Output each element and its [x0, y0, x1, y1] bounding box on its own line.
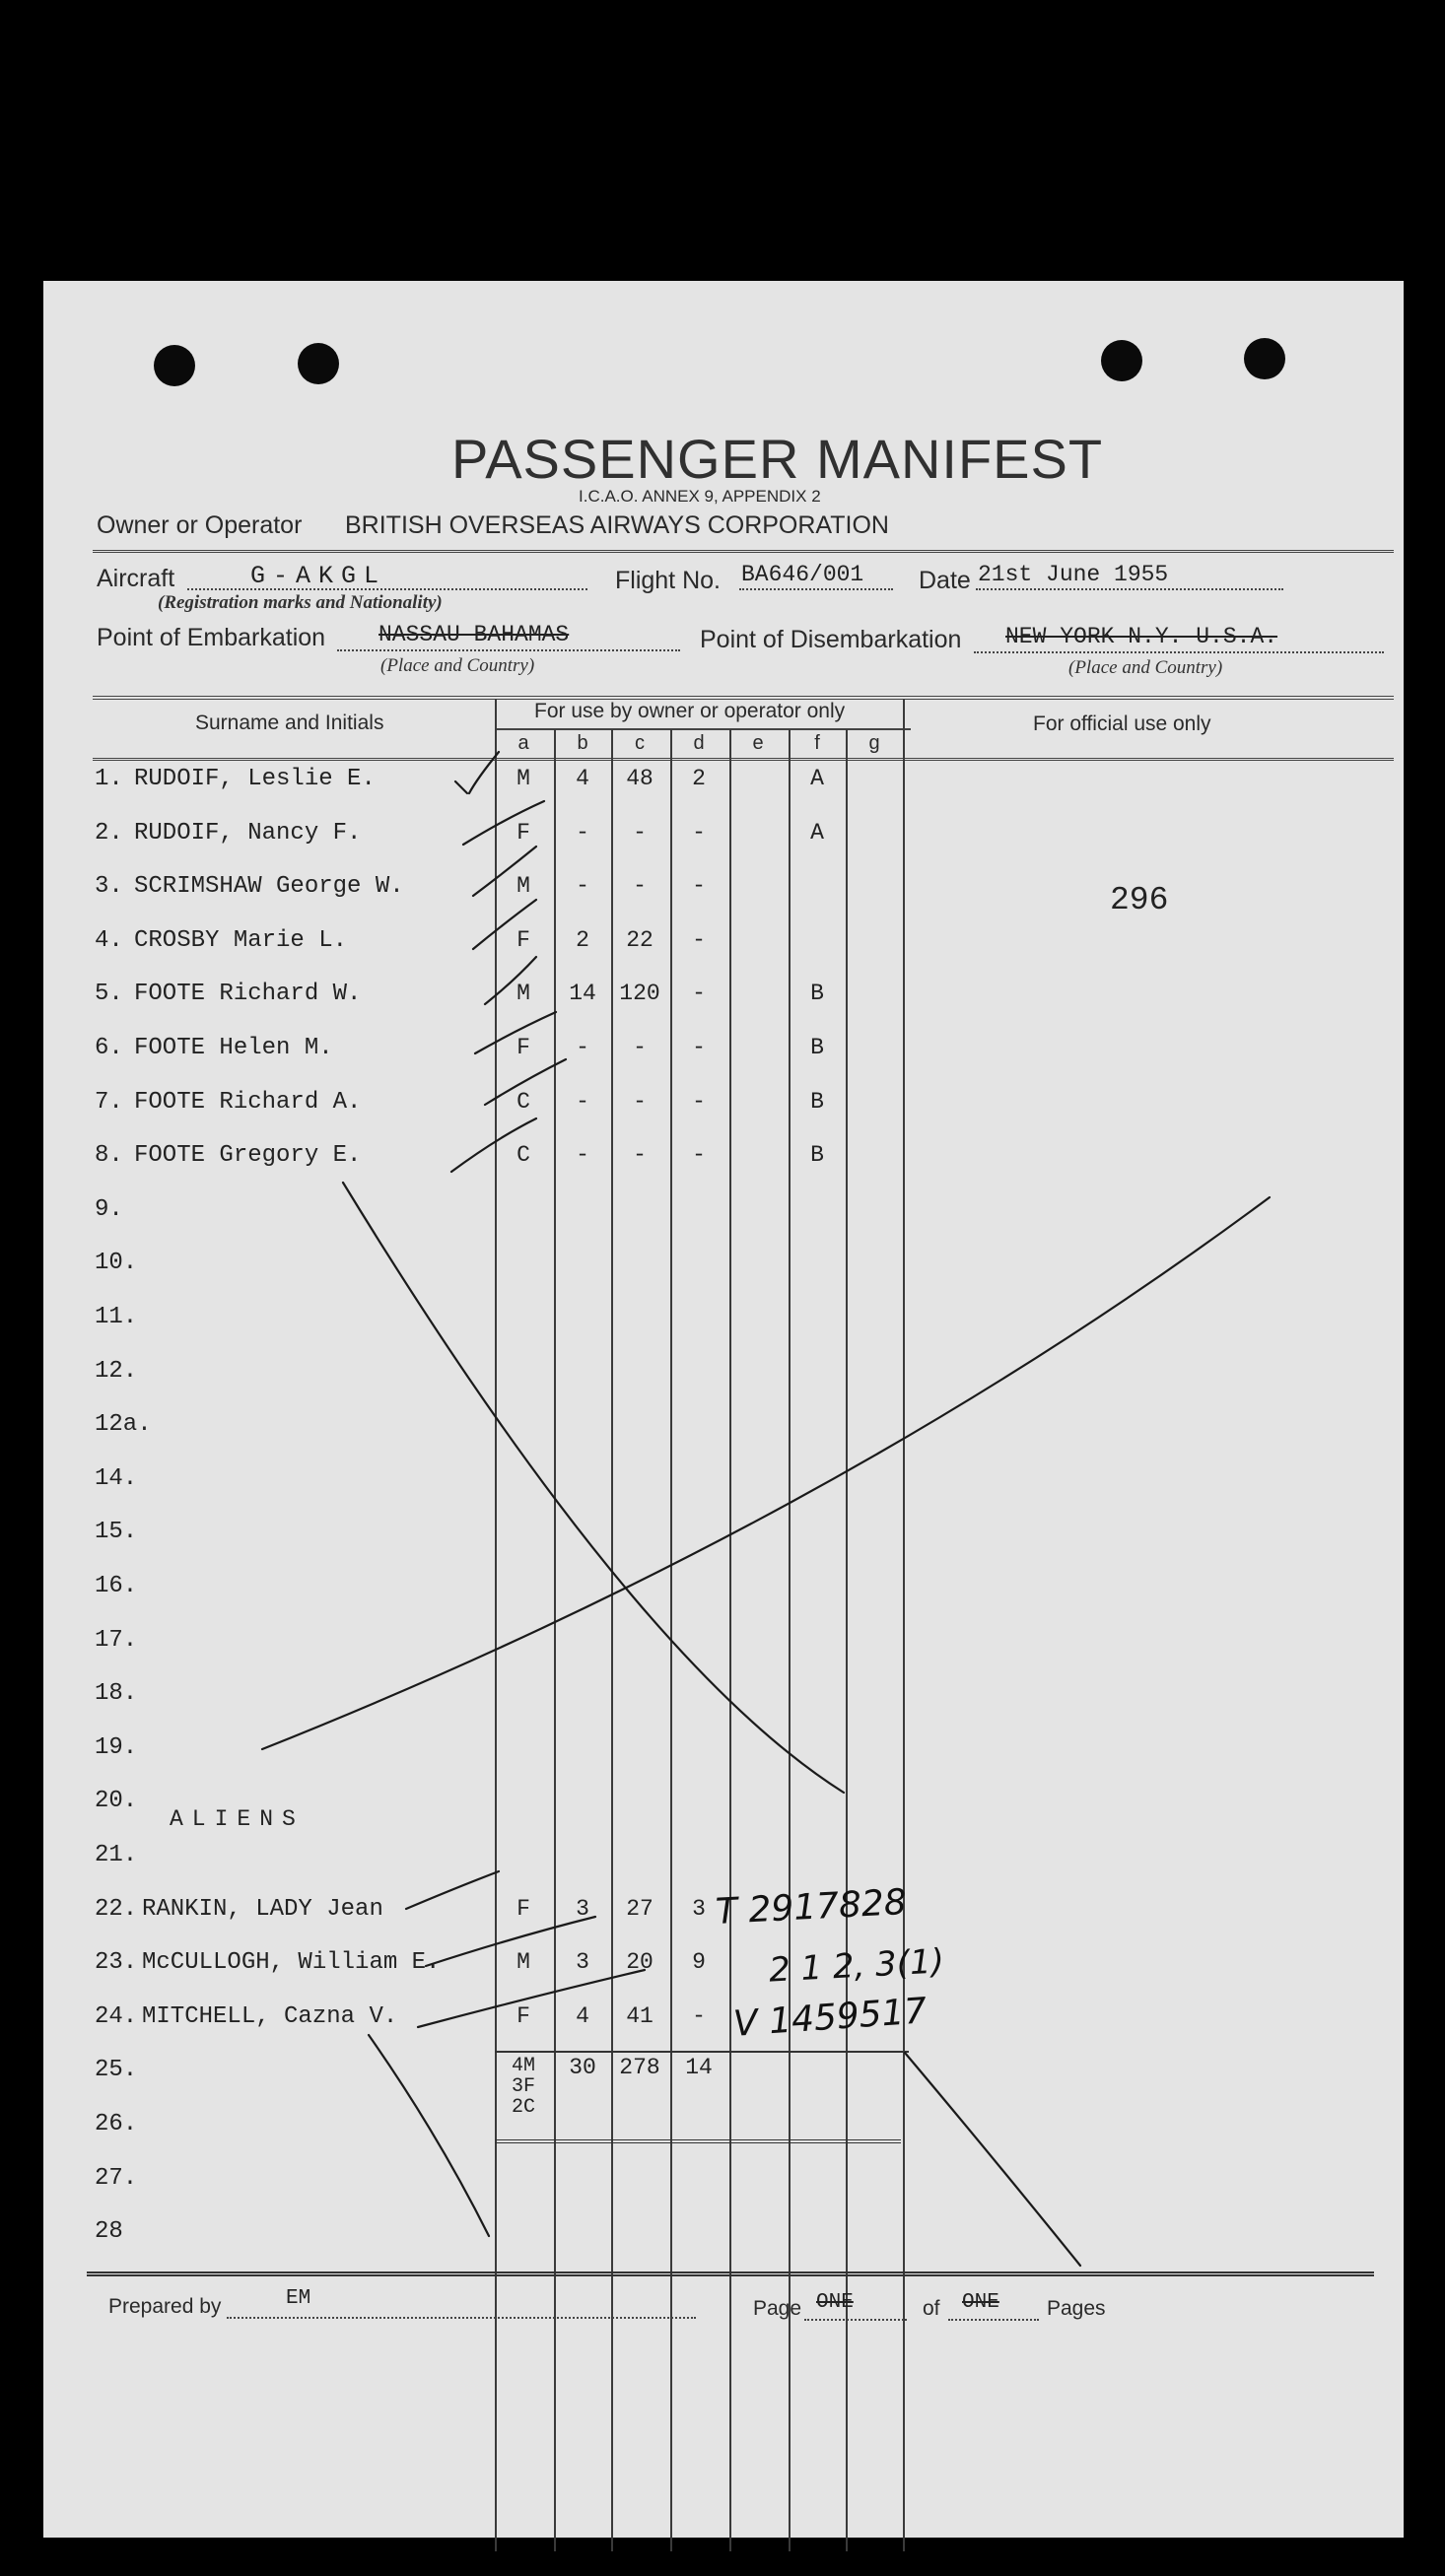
aircraft-label: Aircraft	[97, 565, 175, 592]
cell-f: B	[810, 1142, 824, 1168]
passenger-name: MITCHELL, Cazna V.	[142, 2003, 398, 2030]
cell-a: M	[516, 981, 530, 1006]
aircraft-caption: (Registration marks and Nationality)	[158, 592, 443, 613]
cell-c: 41	[626, 2003, 654, 2029]
flight-label: Flight No.	[615, 567, 721, 594]
prepared-by-value: EM	[286, 2287, 311, 2310]
passenger-name: SCRIMSHAW George W.	[134, 873, 404, 900]
cell-c: -	[633, 1035, 647, 1060]
page-subtitle: I.C.A.O. ANNEX 9, APPENDIX 2	[579, 487, 821, 506]
cell-d: 2	[692, 766, 706, 791]
totals-c: 278	[619, 2055, 660, 2080]
passenger-name: RUDOIF, Leslie E.	[134, 766, 376, 792]
row-number: 7.	[95, 1089, 123, 1116]
row-number: 8.	[95, 1142, 123, 1169]
totals-a-line: 3F	[511, 2075, 535, 2098]
row-number: 12a.	[95, 1411, 152, 1438]
embarkation-label: Point of Embarkation	[97, 624, 326, 651]
row-number: 21.	[95, 1842, 138, 1868]
owner-value: BRITISH OVERSEAS AIRWAYS CORPORATION	[345, 511, 889, 539]
table-bottom-rule	[87, 2271, 1374, 2276]
cell-a: F	[516, 1896, 530, 1922]
page-title: PASSENGER MANIFEST	[451, 428, 1104, 490]
column-letter-c: c	[635, 732, 645, 754]
row-number: 23.	[95, 1949, 138, 1976]
totals-a-line: 2C	[511, 2096, 535, 2119]
disembarkation-caption: (Place and Country)	[1068, 657, 1223, 678]
row-number: 6.	[95, 1035, 123, 1061]
cell-c: 20	[626, 1949, 654, 1975]
of-label: of	[923, 2297, 940, 2320]
cell-a: M	[516, 1949, 530, 1975]
cell-d: 3	[692, 1896, 706, 1922]
disembarkation-label: Point of Disembarkation	[700, 626, 962, 653]
row-number: 27.	[95, 2165, 138, 2192]
date-value: 21st June 1955	[978, 562, 1169, 587]
totals-d: 14	[685, 2055, 713, 2080]
cell-c: 120	[619, 981, 660, 1006]
cell-a: F	[516, 2003, 530, 2029]
row-number: 19.	[95, 1734, 138, 1761]
aliens-heading: ALIENS	[170, 1806, 305, 1832]
name-column-header: Surname and Initials	[195, 712, 384, 734]
column-letter-a: a	[517, 732, 529, 754]
cell-f: A	[810, 820, 824, 846]
page-value: ONE	[816, 2291, 854, 2314]
row-number: 5.	[95, 981, 123, 1007]
row-number: 9.	[95, 1196, 123, 1223]
cell-d: 9	[692, 1949, 706, 1975]
cell-a: F	[516, 820, 530, 846]
row-number: 1.	[95, 766, 123, 792]
passenger-name: FOOTE Helen M.	[134, 1035, 333, 1061]
row-number: 2.	[95, 820, 123, 847]
cell-a: F	[516, 927, 530, 953]
cell-c: 27	[626, 1896, 654, 1922]
passenger-name: FOOTE Richard W.	[134, 981, 362, 1007]
page-label: Page	[753, 2297, 802, 2320]
row-number: 26.	[95, 2111, 138, 2137]
totals-b: 30	[569, 2055, 596, 2080]
row-number: 24.	[95, 2003, 138, 2030]
row-number: 4.	[95, 927, 123, 954]
cell-c: 22	[626, 927, 654, 953]
pages-label: Pages	[1047, 2297, 1106, 2320]
row-number: 22.	[95, 1896, 138, 1923]
passenger-name: CROSBY Marie L.	[134, 927, 348, 954]
cell-f: B	[810, 1089, 824, 1115]
cell-c: -	[633, 1089, 647, 1115]
prepared-by-label: Prepared by	[108, 2295, 222, 2318]
official-column-header: For official use only	[1033, 712, 1211, 735]
pen-marks	[43, 281, 1404, 2538]
cell-d: -	[692, 1035, 706, 1060]
official-note: 296	[1110, 882, 1169, 918]
cell-d: -	[692, 1142, 706, 1168]
passenger-name: FOOTE Gregory E.	[134, 1142, 362, 1169]
cell-a: M	[516, 766, 530, 791]
cell-b: 4	[576, 766, 589, 791]
cell-d: -	[692, 873, 706, 899]
cell-b: -	[576, 1035, 589, 1060]
column-letter-g: g	[868, 732, 880, 754]
cell-d: -	[692, 1089, 706, 1115]
cell-f: B	[810, 1035, 824, 1060]
disembarkation-value: NEW YORK N.Y. U.S.A.	[1005, 624, 1278, 649]
date-label: Date	[919, 567, 971, 594]
row-number: 15.	[95, 1519, 138, 1545]
handwritten-note: T 2917828	[715, 1881, 908, 1933]
cell-b: -	[576, 873, 589, 899]
row-number: 16.	[95, 1573, 138, 1599]
prepared-by-dotline	[227, 2317, 696, 2319]
cell-b: -	[576, 820, 589, 846]
column-letter-f: f	[814, 732, 820, 754]
cell-a: C	[516, 1089, 530, 1115]
handwritten-note: 2 1 2, 3(1)	[768, 1941, 945, 1991]
column-letter-b: b	[577, 732, 588, 754]
cell-c: -	[633, 820, 647, 846]
cell-b: 14	[569, 981, 596, 1006]
cell-a: M	[516, 873, 530, 899]
cell-f: A	[810, 766, 824, 791]
cell-d: -	[692, 927, 706, 953]
owner-label: Owner or Operator	[97, 511, 303, 539]
embarkation-caption: (Place and Country)	[380, 655, 535, 676]
row-number: 10.	[95, 1250, 138, 1276]
passenger-name: RUDOIF, Nancy F.	[134, 820, 362, 847]
embarkation-value: NASSAU BAHAMAS	[378, 622, 570, 647]
cell-b: 3	[576, 1949, 589, 1975]
row-number: 28	[95, 2218, 123, 2245]
cell-d: -	[692, 981, 706, 1006]
row-number: 18.	[95, 1680, 138, 1707]
flight-value: BA646/001	[741, 562, 864, 587]
passenger-name: FOOTE Richard A.	[134, 1089, 362, 1116]
totals-a-line: 4M	[511, 2055, 535, 2077]
of-dotline	[948, 2319, 1039, 2321]
row-number: 14.	[95, 1465, 138, 1492]
page-dotline	[804, 2319, 907, 2321]
column-letter-e: e	[752, 732, 764, 754]
column-letter-d: d	[693, 732, 705, 754]
row-number: 3.	[95, 873, 123, 900]
cell-b: 2	[576, 927, 589, 953]
manifest-sheet	[43, 281, 1404, 2538]
cell-a: C	[516, 1142, 530, 1168]
handwritten-note: V 1459517	[731, 1991, 929, 2045]
cell-f: B	[810, 981, 824, 1006]
row-number: 17.	[95, 1627, 138, 1654]
cell-a: F	[516, 1035, 530, 1060]
cell-c: -	[633, 873, 647, 899]
cell-b: 3	[576, 1896, 589, 1922]
operator-column-header: For use by owner or operator only	[534, 700, 846, 722]
cell-d: -	[692, 2003, 706, 2029]
cell-b: -	[576, 1142, 589, 1168]
of-value: ONE	[962, 2291, 999, 2314]
row-number: 25.	[95, 2057, 138, 2083]
cell-c: 48	[626, 766, 654, 791]
cell-d: -	[692, 820, 706, 846]
row-number: 12.	[95, 1358, 138, 1385]
row-number: 20.	[95, 1788, 138, 1814]
cell-b: 4	[576, 2003, 589, 2029]
passenger-name: McCULLOGH, William E.	[142, 1949, 441, 1976]
row-number: 11.	[95, 1304, 138, 1330]
cell-c: -	[633, 1142, 647, 1168]
cell-b: -	[576, 1089, 589, 1115]
aircraft-value: G-AKGL	[250, 562, 387, 590]
passenger-name: RANKIN, LADY Jean	[142, 1896, 383, 1923]
